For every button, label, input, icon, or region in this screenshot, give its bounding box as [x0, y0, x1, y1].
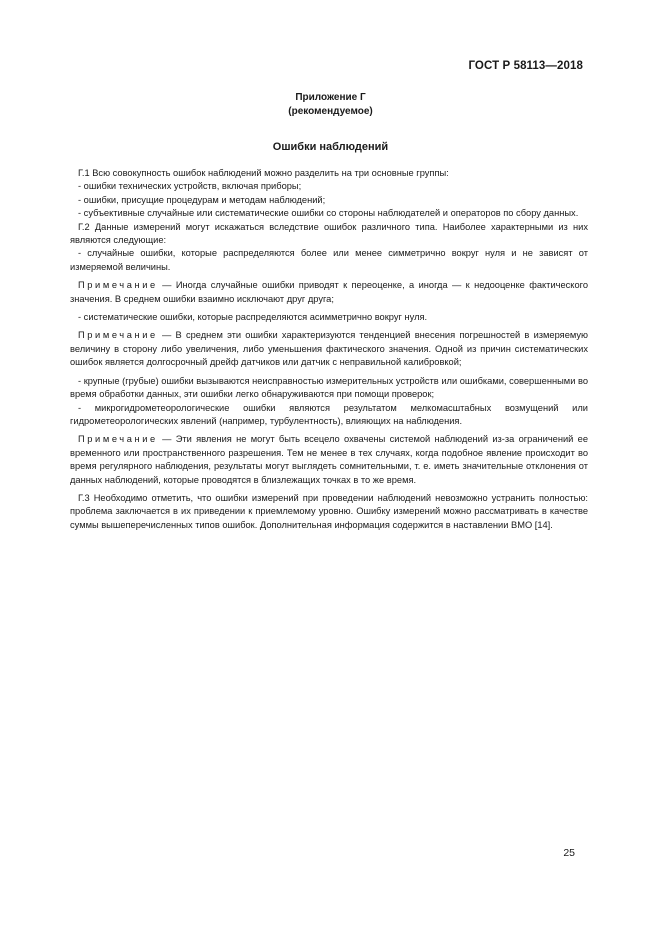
list-item: - ошибки, присущие процедурам и методам наблюдений;: [78, 194, 326, 205]
appendix-subtitle: (рекомендуемое): [288, 106, 373, 117]
paragraph-g1: Г.1 Всю совокупность ошибок наблюдений можно разделить на три основные группы:: [78, 168, 449, 178]
list-item-gross-errors: - крупные (грубые) ошибки вызываются неисправностью измерительных устройств или ошибками, совершенными во время обработки данных, эти ошибки легко обнаруживаются при помощи проверок;: [70, 375, 588, 400]
note-1: [70, 279, 588, 306]
note-label: Примечание: [78, 280, 158, 291]
list-item-micro-errors: - микрогидрометеорологические ошибки являются результатом мелкомасштабных возмущений или гидрометеорологических явлений (например, турбулентность), влияющих на наблюдения.: [70, 402, 588, 426]
list-item-systematic-errors: - систематические ошибки, которые распределяются асимметрично вокруг нуля.: [78, 312, 428, 323]
list-item-random-errors: - случайные ошибки, которые распределяются более или менее симметрично вокруг нуля и не зависят от измеряемой величины.: [70, 248, 588, 272]
note-text: — Иногда случайные ошибки приводят к переоценке, а иногда — к недооценке фактического значения. В среднем ошибки взаимно исключают друг друга;: [70, 280, 588, 304]
appendix-title: Приложение Г: [295, 92, 366, 103]
note-label: Примечание: [78, 434, 158, 445]
paragraph-g2: Г.2 Данные измерений могут искажаться вследствие ошибок различного типа. Наиболее характерными из них являются следующие:: [70, 221, 588, 246]
note-3: [70, 433, 588, 487]
paragraph-g3: Г.3 Необходимо отметить, что ошибки измерений при проведении наблюдений невозможно устранить полностью: проблема заключается в их приведении к приемлемому уровню. Ошибку измерений можно рассматривать в качестве суммы вышеперечисленных типов ошибок. Дополнительная информация содержится в наставлении ВМО [14].: [70, 492, 588, 530]
list-item: - субъективные случайные или систематические ошибки со стороны наблюдателей и операторов по сбору данных.: [78, 208, 579, 219]
appendix-heading: [0, 91, 661, 119]
note-text: — В среднем эти ошибки характеризуются тенденцией внесения погрешностей в измеряемую величину в сторону либо увеличения, либо уменьшения фактического значения. Одной из причин систематических ошибок является долгосрочный дрейф датчиков или датчик с неправильной калибровкой;: [70, 330, 588, 368]
document-code: ГОСТ Р 58113—2018: [468, 60, 583, 72]
page-number: 25: [563, 847, 575, 859]
section-title: Ошибки наблюдений: [272, 141, 389, 153]
list-item: - ошибки технических устройств, включая приборы;: [78, 181, 302, 192]
note-text: — Эти явления не могут быть всецело охвачены системой наблюдений из-за ограничений ее временного или пространственного разрешения. Тем не менее в тех случаях, когда подобное явление происходит во время регулярного наблюдения, результаты могут выглядеть сомнительными, т. е. иметь значительные отклонения от данных наблюдений, которые проводятся в близлежащих точках в то же время.: [70, 434, 588, 485]
note-label: Примечание: [78, 330, 158, 341]
note-2: [70, 329, 588, 369]
body-text: [70, 167, 588, 532]
